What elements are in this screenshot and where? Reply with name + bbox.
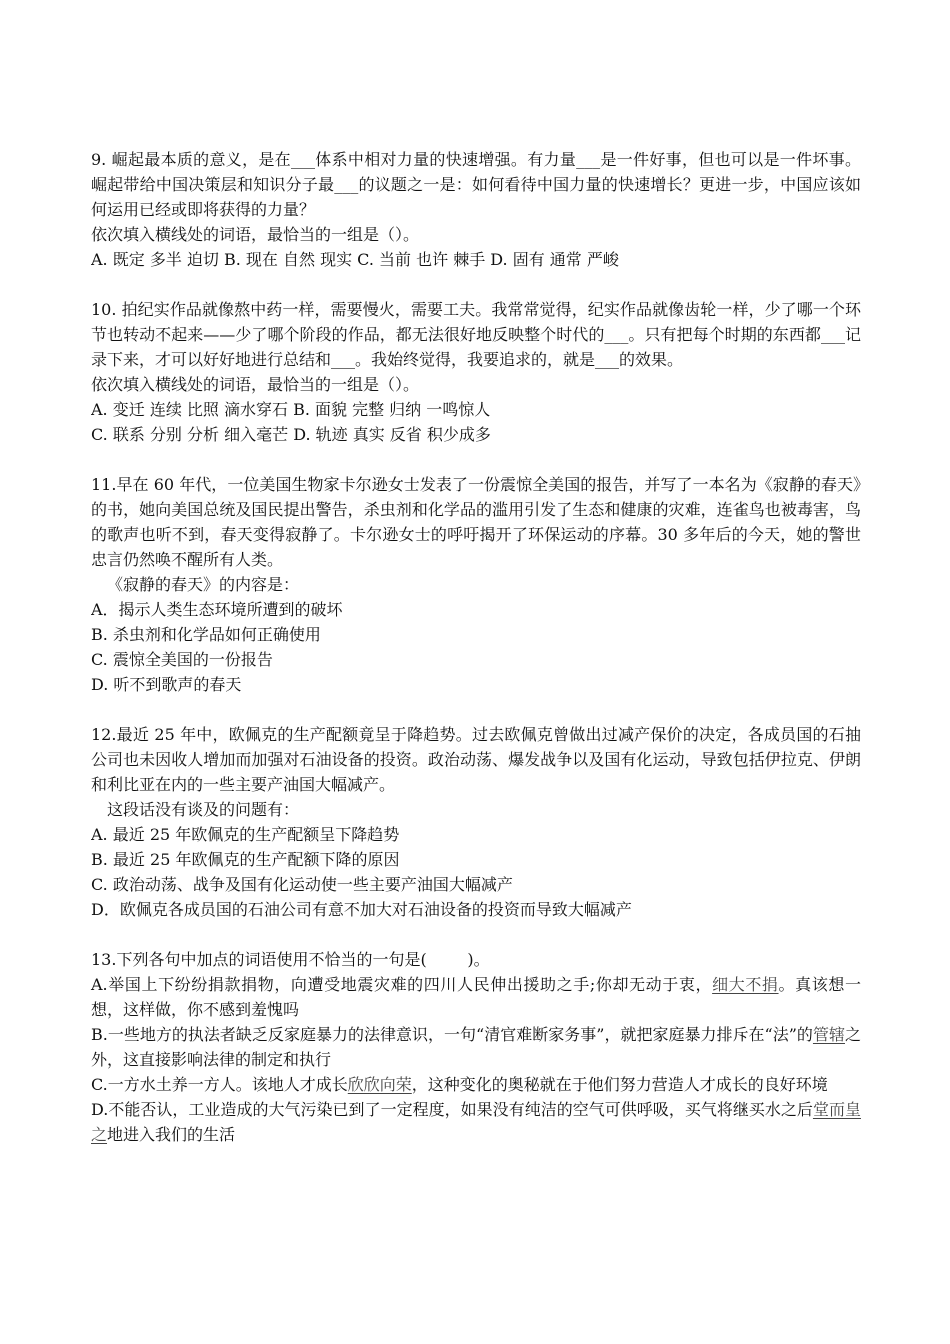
question-11-option-b: B. 杀虫剂和化学品如何正确使用	[91, 625, 321, 644]
question-11-option-c: C. 震惊全美国的一份报告	[91, 650, 273, 669]
question-12-option-d: D．欧佩克各成员国的石油公司有意不加大对石油设备的投资而导致大幅减产	[91, 900, 632, 919]
option-c-dotted-term: 欣欣向荣	[347, 1075, 412, 1094]
option-b-text-after: 之外，这直接影响法律的制定和执行	[91, 1025, 861, 1069]
question-9-prompt: 依次填入横线处的词语，最恰当的一组是（）。	[91, 225, 420, 244]
option-a-text-before: A.举国上下纷纷捐款捐物，向遭受地震灾难的四川人民伸出援助之手;你却无动于衷，	[91, 975, 713, 994]
question-13	[91, 947, 861, 1147]
question-12-prompt: 这段话没有谈及的问题有：	[107, 800, 300, 819]
question-11	[91, 472, 861, 697]
question-11-option-d: D. 听不到歌声的春天	[91, 675, 242, 694]
question-13-option-a	[91, 972, 861, 1022]
question-11-stem: 11.早在 60 年代，一位美国生物家卡尔逊女士发表了一份震惊全美国的报告，并写了一本名为《寂静的春天》的书，她向美国总统及国民提出警告，杀虫剂和化学品的滥用引发了生态和健康的灾难，连雀鸟也被毒害，鸟的歌声也听不到，春天变得寂静了。卡尔逊女士的呼吁揭开了环保运动的序幕。30 多年后的今天，她的警世忠言仍然唤不醒所有人类。	[91, 475, 861, 569]
option-b-dotted-term: 管辖	[812, 1025, 845, 1044]
question-10-options-cd: C. 联系 分别 分析 细入毫芒 D. 轨迹 真实 反省 积少成多	[91, 425, 491, 444]
option-b-text-before: B.一些地方的执法者缺乏反家庭暴力的法律意识，一句“清官难断家务事”，就把家庭暴力排斥在“法”的	[91, 1025, 813, 1044]
question-11-prompt: 《寂静的春天》的内容是：	[107, 575, 300, 594]
question-13-option-d	[91, 1097, 861, 1147]
question-12-option-c: C. 政治动荡、战争及国有化运动使一些主要产油国大幅减产	[91, 875, 513, 894]
question-10-stem: 10. 拍纪实作品就像熬中药一样，需要慢火，需要工夫。我常常觉得，纪实作品就像齿轮一样，少了哪一个环节也转动不起来——少了哪个阶段的作品，都无法很好地反映整个时代的___。只有把每个时期的东西都___记录下来，才可以好好地进行总结和___。我始终觉得，我要追求的，就是___的效果。	[91, 300, 861, 369]
option-a-dotted-term: 细大不捐	[712, 975, 779, 994]
question-12-option-b: B. 最近 25 年欧佩克的生产配额下降的原因	[91, 850, 400, 869]
question-10-options-ab: A. 变迁 连续 比照 滴水穿石 B. 面貌 完整 归纳 一鸣惊人	[91, 400, 491, 419]
question-11-option-a: A．揭示人类生态环境所遭到的破坏	[91, 600, 343, 619]
question-13-option-c	[91, 1072, 861, 1097]
option-d-dotted-term: 堂而皇之	[91, 1100, 861, 1144]
option-c-text-after: ，这种变化的奥秘就在于他们努力营造人才成长的良好环境	[411, 1075, 828, 1094]
exam-content	[91, 147, 861, 1172]
question-9	[91, 147, 861, 272]
question-13-option-b	[91, 1022, 861, 1072]
option-a-text-after: 。真该想一想，这样做，你不感到羞愧吗	[91, 975, 861, 1019]
option-d-text-after: 地进入我们的生活	[107, 1125, 236, 1144]
question-9-stem: 9. 崛起最本质的意义，是在___体系中相对力量的快速增强。有力量___是一件好事，但也可以是一件坏事。崛起带给中国决策层和知识分子最___的议题之一是：如何看待中国力量的快速增长？更进一步，中国应该如何运用已经或即将获得的力量？	[91, 150, 861, 219]
question-10-prompt: 依次填入横线处的词语，最恰当的一组是（）。	[91, 375, 420, 394]
option-d-text-before: D.不能否认，工业造成的大气污染已到了一定程度，如果没有纯洁的空气可供呼吸，买气将继买水之后	[91, 1100, 813, 1119]
question-12-option-a: A. 最近 25 年欧佩克的生产配额呈下降趋势	[91, 825, 400, 844]
question-9-options: A. 既定 多半 迫切 B. 现在 自然 现实 C. 当前 也许 棘手 D. 固有 通常 严峻	[91, 250, 619, 269]
question-13-stem: 13.下列各句中加点的词语使用不恰当的一句是( )。	[91, 950, 490, 969]
question-12	[91, 722, 861, 922]
question-12-stem: 12.最近 25 年中，欧佩克的生产配额竟呈于降趋势。过去欧佩克曾做出过减产保价的决定，各成员国的石抽公司也未因收人增加而加强对石油设备的投资。政治动荡、爆发战争以及国有化运动，导致包括伊拉克、伊朗和利比亚在内的一些主要产油国大幅减产。	[91, 725, 861, 794]
question-10	[91, 297, 861, 447]
option-c-text-before: C.一方水土养一方人。该地人才成长	[91, 1075, 348, 1094]
